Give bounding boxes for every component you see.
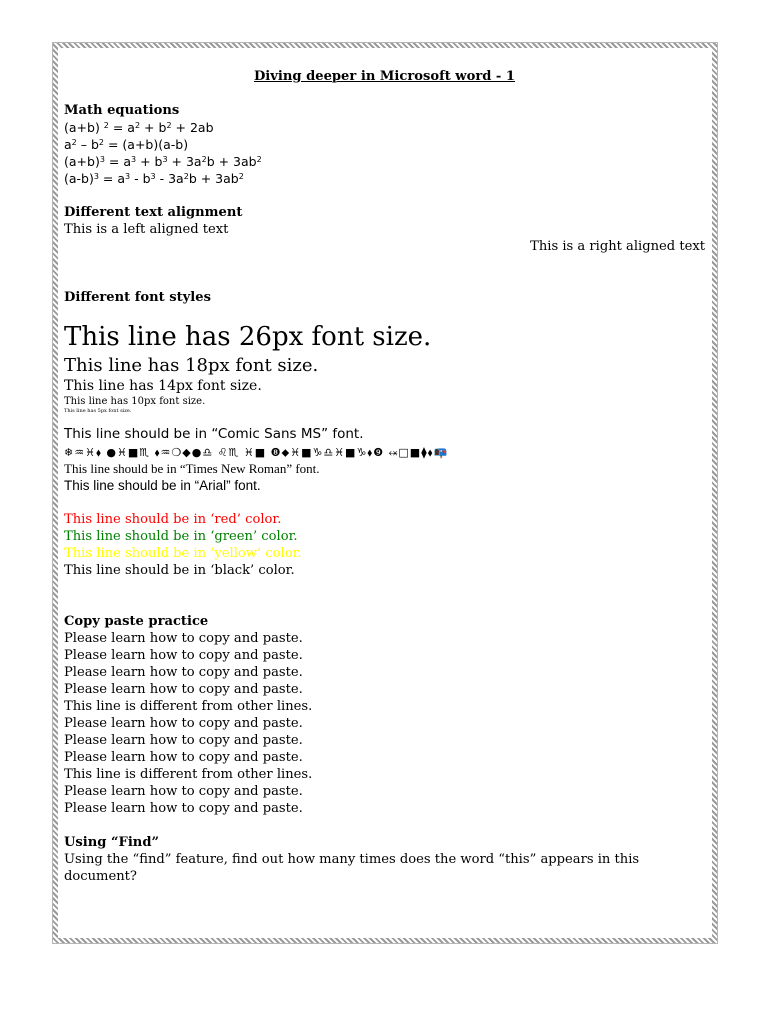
times-new-roman-line: This line should be in “Times New Roman” font. xyxy=(64,461,320,476)
alignment-heading: Different text alignment xyxy=(64,205,243,220)
copy-paste-line: Please learn how to copy and paste. xyxy=(64,733,303,748)
left-aligned-text: This is a left aligned text xyxy=(64,222,229,237)
copy-paste-line: Please learn how to copy and paste. xyxy=(64,784,303,799)
copy-paste-line: Please learn how to copy and paste. xyxy=(64,801,303,816)
math-heading: Math equations xyxy=(64,103,180,118)
font-styles-heading: Different font styles xyxy=(64,290,211,305)
copy-paste-line: This line is different from other lines. xyxy=(64,699,313,714)
font-size-18-line: This line has 18px font size. xyxy=(64,355,319,376)
black-color-line: This line should be in ‘black’ color. xyxy=(64,563,295,578)
copy-paste-line: This line is different from other lines. xyxy=(64,767,313,782)
find-instructions: Using the “find” feature, find out how many times does the word “this” appears in this document? xyxy=(64,852,640,884)
red-color-line: This line should be in ‘red’ color. xyxy=(64,512,282,527)
font-size-10-line: This line has 10px font size. xyxy=(64,396,206,407)
copy-paste-line: Please learn how to copy and paste. xyxy=(64,716,303,731)
copy-paste-heading: Copy paste practice xyxy=(64,614,209,629)
copy-paste-line: Please learn how to copy and paste. xyxy=(64,682,303,697)
yellow-color-line: This line should be in ‘yellow’ color. xyxy=(64,546,302,561)
copy-paste-line: Please learn how to copy and paste. xyxy=(64,648,303,663)
copy-paste-line: Please learn how to copy and paste. xyxy=(64,665,303,680)
document-title: Diving deeper in Microsoft word - 1 xyxy=(253,69,516,84)
font-size-5-line: This line has 5px font size. xyxy=(64,408,132,414)
green-color-line: This line should be in ‘green’ color. xyxy=(64,529,298,544)
font-size-14-line: This line has 14px font size. xyxy=(64,378,262,394)
arial-line: This line should be in “Arial” font. xyxy=(64,478,261,493)
copy-paste-line: Please learn how to copy and paste. xyxy=(64,750,303,765)
comic-sans-line: This line should be in “Comic Sans MS” font. xyxy=(64,426,364,442)
document-body xyxy=(64,68,705,885)
equation-4: $(a-b)^3 = a^3 - b^3 - 3a^2b + 3ab^2$ xyxy=(64,171,244,186)
find-heading: Using “Find” xyxy=(64,835,160,850)
equation-2: $a^2 - b^2 = (a+b)(a-b)$ xyxy=(64,137,189,152)
copy-paste-line: Please learn how to copy and paste. xyxy=(64,631,303,646)
copy-paste-list xyxy=(64,630,705,817)
wingdings-line: ❄♒♓⬧ ●♓■♏ ⬧♒❍◆●♎ ♌♏ ♓■ ❽⬥♓■♑♎♓■♑⬧❾ ⬾□■⧫⬧📭 xyxy=(64,446,449,459)
equation-3: $(a+b)^3 = a^3 + b^3 + 3a^2b + 3ab^2$ xyxy=(64,154,262,169)
right-aligned-text: This is a right aligned text xyxy=(530,239,705,254)
font-size-26-line: This line has 26px font size. xyxy=(64,322,432,352)
equation-1: (a+b) $^2 = a^2 + b^2 + 2ab$ xyxy=(64,120,214,135)
